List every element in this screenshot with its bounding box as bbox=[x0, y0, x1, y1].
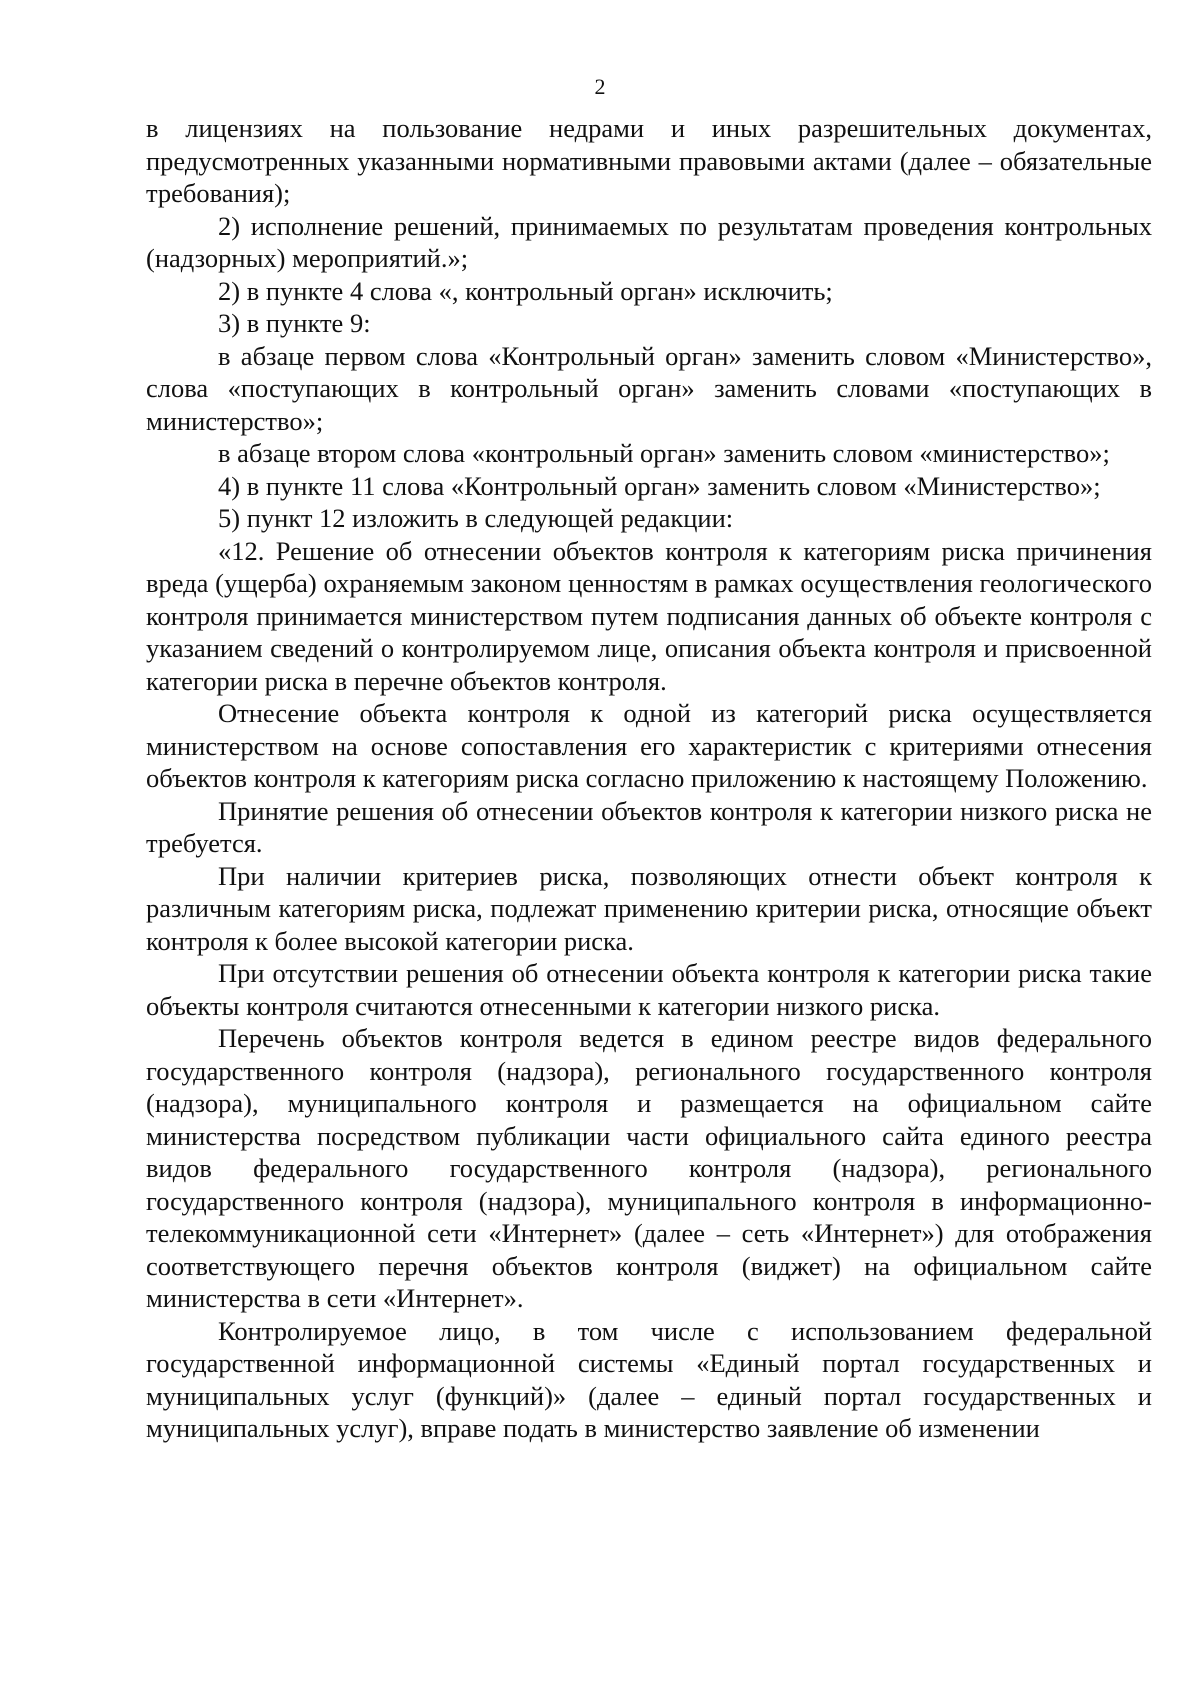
paragraph: 2) в пункте 4 слова «, контрольный орган» исключить; bbox=[218, 275, 833, 306]
paragraph: Перечень объектов контроля ведется в едином реестре видов федерального государственного контроля (надзора), регионального государственного контроля (надзора), муниципального контроля и размещается на официальном сайте министерства посредством публикации части официального сайта единого реестра видов федерального государственного контроля (надзора), регионального государственного контроля (надзора), муниципального контроля в информационно-телекоммуникационной сети «Интернет» (далее – сеть «Интернет») для отображения соответствующего перечня объектов контроля (виджет) на официальном сайте министерства в сети «Интернет». bbox=[146, 1023, 1152, 1313]
paragraph: 2) исполнение решений, принимаемых по результатам проведения контрольных (надзорных) мероприятий.»; bbox=[146, 210, 1152, 273]
paragraph: Принятие решения об отнесении объектов контроля к категории низкого риска не требуется. bbox=[146, 795, 1152, 858]
paragraph: «12. Решение об отнесении объектов контроля к категориям риска причинения вреда (ущерба) охраняемым законом ценностям в рамках осуществления геологического контроля принимается министерством путем подписания данных об объекте контроля с указанием сведений о контролируемом лице, описания объекта контроля и присвоенной категории риска в перечне объектов контроля. bbox=[146, 535, 1152, 696]
paragraph: Контролируемое лицо, в том числе с использованием федеральной государственной информационной системы «Единый портал государственных и муниципальных услуг (функций)» (далее – единый портал государственных и муниципальных услуг), вправе подать в министерство заявление об изменении bbox=[146, 1315, 1152, 1443]
paragraph: в абзаце первом слова «Контрольный орган» заменить словом «Министерство», слова «поступающих в контрольный орган» заменить словами «поступающих в министерство»; bbox=[146, 340, 1152, 436]
paragraph: в абзаце втором слова «контрольный орган» заменить словом «министерство»; bbox=[218, 438, 1110, 468]
paragraph: 4) в пункте 11 слова «Контрольный орган» заменить словом «Министерство»; bbox=[218, 470, 1101, 501]
paragraph: При отсутствии решения об отнесении объекта контроля к категории риска такие объекты контроля считаются отнесенными к категории низкого риска. bbox=[146, 958, 1152, 1021]
paragraph: 5) пункт 12 изложить в следующей редакции: bbox=[218, 503, 734, 533]
paragraph: 3) в пункте 9: bbox=[218, 308, 371, 338]
paragraph: Отнесение объекта контроля к одной из категорий риска осуществляется министерством на основе сопоставления его характеристик с критериями отнесения объектов контроля к категориям риска согласно приложению к настоящему Положению. bbox=[146, 698, 1152, 793]
document-body bbox=[146, 112, 1152, 1445]
paragraph: в лицензиях на пользование недрами и иных разрешительных документах, предусмотренных указанными нормативными правовыми актами (далее – обязательные требования); bbox=[146, 113, 1152, 208]
paragraph: При наличии критериев риска, позволяющих отнести объект контроля к различным категориям риска, подлежат применению критерии риска, относящие объект контроля к более высокой категории риска. bbox=[146, 860, 1152, 956]
page-number: 2 bbox=[594, 74, 606, 99]
